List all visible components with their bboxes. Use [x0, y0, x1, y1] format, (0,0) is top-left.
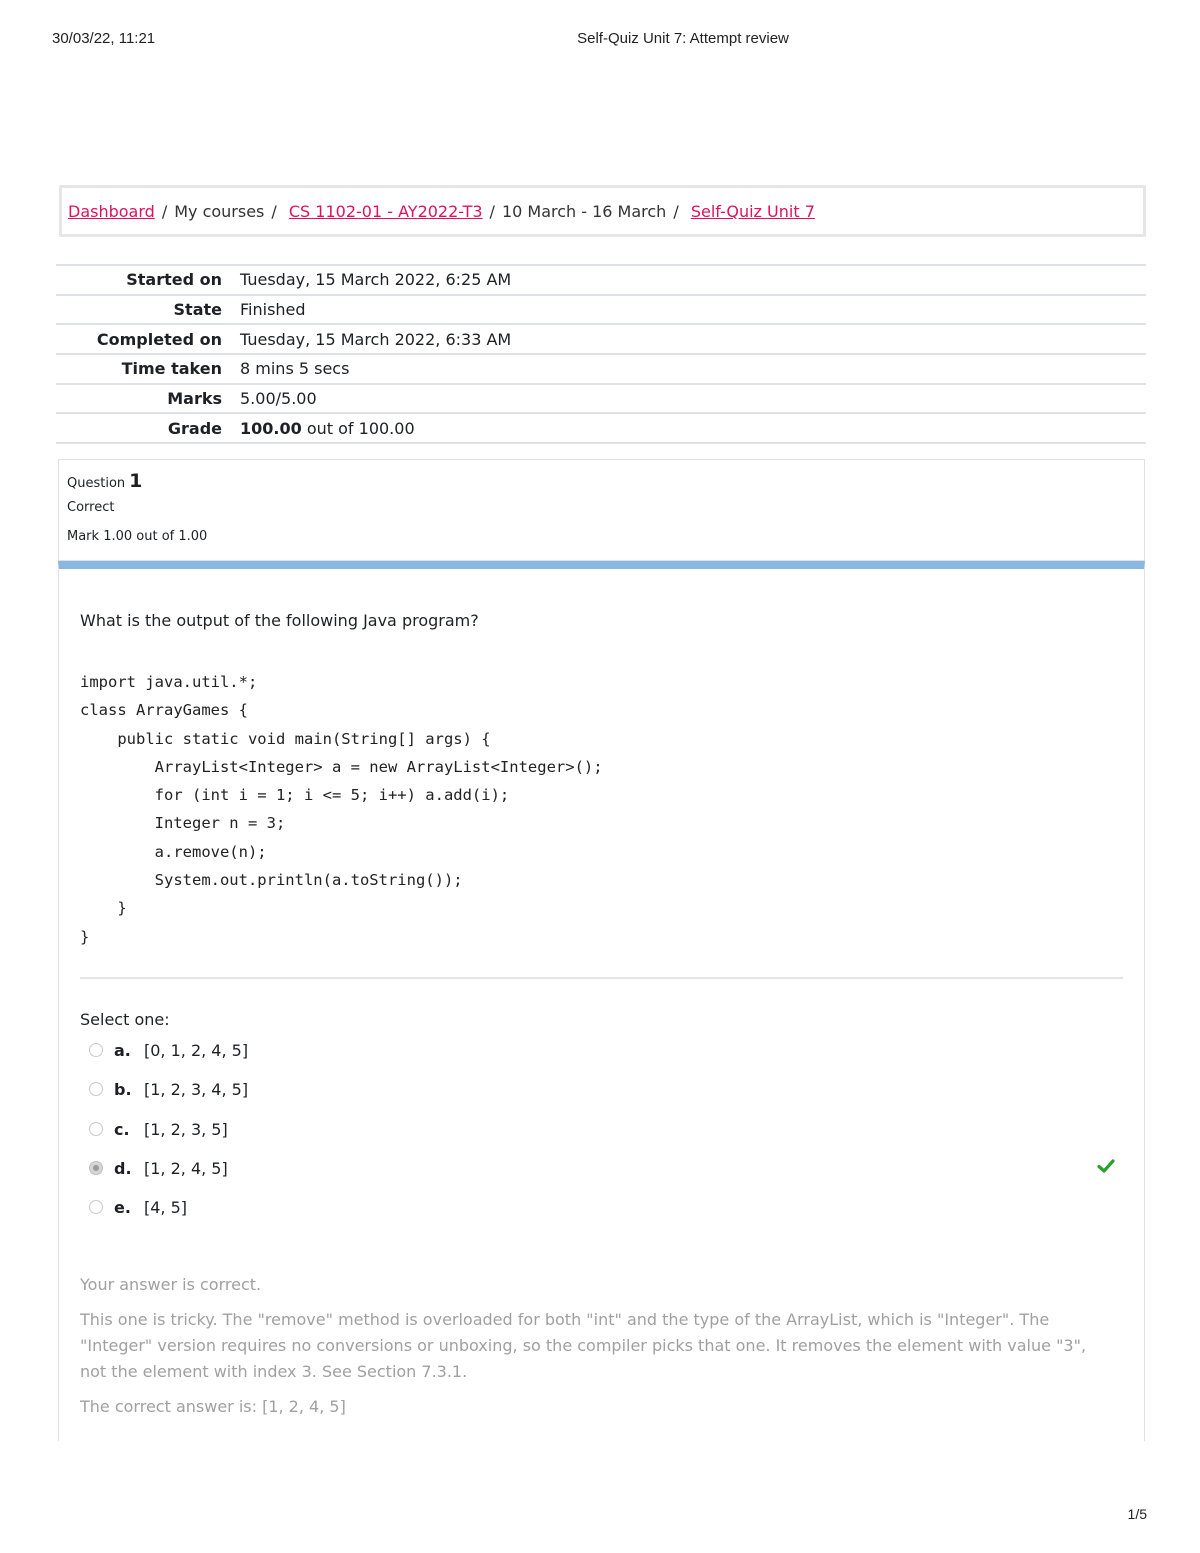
summary-row-time-taken	[56, 355, 1146, 385]
answer-option-c[interactable]	[89, 1117, 228, 1141]
option-text: [1, 2, 4, 5]	[144, 1158, 228, 1178]
feedback-correct-answer: The correct answer is: [1, 2, 4, 5]	[80, 1397, 346, 1416]
breadcrumb-course-link[interactable]: CS 1102-01 - AY2022-T3	[288, 202, 483, 221]
radio-button[interactable]	[89, 1200, 103, 1214]
radio-button[interactable]	[89, 1082, 103, 1096]
summary-value	[222, 419, 415, 438]
option-letter: b.	[114, 1079, 132, 1099]
radio-button[interactable]	[89, 1043, 103, 1057]
summary-label: Completed on	[96, 329, 222, 349]
summary-row-grade	[56, 414, 1146, 444]
breadcrumb-separator: /	[271, 202, 277, 221]
question-grade: Mark 1.00 out of 1.00	[67, 529, 208, 544]
grade-out-of: out of 100.00	[306, 418, 415, 438]
summary-value: Tuesday, 15 March 2022, 6:25 AM	[240, 270, 512, 290]
breadcrumb-quiz-link[interactable]: Self-Quiz Unit 7	[690, 202, 815, 221]
question-number	[67, 470, 1136, 492]
attempt-summary-table	[56, 264, 1146, 444]
grade-score: 100.00	[240, 418, 302, 438]
check-icon	[1097, 1157, 1115, 1175]
code-block: import java.util.*; class ArrayGames { public static void main(String[] args) { ArrayList<Integer> a = new ArrayList<Integer>(); for (int i = 1; i <= 5; i++) a.add(i); Integer n = 3; a.remove(n); System.out.println(a.toString()); } }	[80, 673, 603, 946]
answer-option-e[interactable]	[89, 1195, 187, 1219]
summary-value: Finished	[240, 300, 306, 320]
option-text: [1, 2, 3, 4, 5]	[144, 1079, 249, 1099]
feedback-explanation: This one is tricky. The "remove" method is overloaded for both "int" and the type of the ArrayList, which is "Integer". The "Integer" version requires no conversions or unboxing, so the compiler picks that one. It removes the element with value "3", not the element with index 3. See Section 7.3.1.	[80, 1310, 1087, 1381]
summary-label: Started on	[126, 270, 222, 290]
question-info	[58, 459, 1145, 561]
summary-label: Time taken	[121, 359, 222, 379]
option-letter: c.	[114, 1119, 130, 1139]
option-letter: d.	[114, 1158, 132, 1178]
feedback-panel	[58, 1256, 1145, 1441]
question-number-value: 1	[129, 470, 143, 492]
breadcrumb-my-courses: My courses	[174, 202, 265, 221]
print-page-title: Self-Quiz Unit 7: Attempt review	[577, 30, 789, 47]
breadcrumb-separator: /	[673, 202, 679, 221]
summary-row-marks	[56, 385, 1146, 415]
breadcrumb-list	[68, 202, 815, 221]
option-text: [4, 5]	[144, 1197, 188, 1217]
select-one-prompt: Select one:	[80, 1010, 170, 1029]
option-text: [0, 1, 2, 4, 5]	[144, 1040, 249, 1060]
breadcrumb-separator: /	[161, 202, 168, 221]
radio-button-selected[interactable]	[89, 1161, 103, 1175]
summary-row-started	[56, 266, 1146, 296]
question-state: Correct	[67, 500, 115, 515]
breadcrumb-separator: /	[489, 202, 495, 221]
answer-option-b[interactable]	[89, 1077, 248, 1101]
option-letter: a.	[114, 1040, 131, 1060]
answer-option-d[interactable]	[89, 1156, 228, 1180]
summary-row-state	[56, 296, 1146, 326]
summary-value: Tuesday, 15 March 2022, 6:33 AM	[240, 329, 512, 349]
question-label: Question	[67, 476, 126, 491]
radio-button[interactable]	[89, 1122, 103, 1136]
breadcrumb-week: 10 March - 16 March	[501, 202, 667, 221]
feedback-result: Your answer is correct.	[80, 1275, 262, 1294]
answer-option-a[interactable]	[89, 1038, 248, 1062]
print-datetime: 30/03/22, 11:21	[52, 30, 156, 47]
summary-label: Marks	[167, 389, 222, 409]
question-text: What is the output of the following Java program?	[80, 611, 479, 630]
summary-label: Grade	[167, 418, 222, 438]
breadcrumb	[59, 185, 1146, 237]
breadcrumb-dashboard-link[interactable]: Dashboard	[68, 202, 155, 221]
print-page-number: 1/5	[1127, 1506, 1147, 1522]
option-text: [1, 2, 3, 5]	[144, 1119, 228, 1139]
summary-row-completed	[56, 325, 1146, 355]
summary-value: 5.00/5.00	[240, 389, 317, 409]
question-content	[58, 561, 1145, 1256]
divider	[80, 977, 1123, 979]
option-letter: e.	[114, 1197, 131, 1217]
summary-value: 8 mins 5 secs	[240, 359, 350, 379]
summary-label: State	[173, 300, 222, 320]
